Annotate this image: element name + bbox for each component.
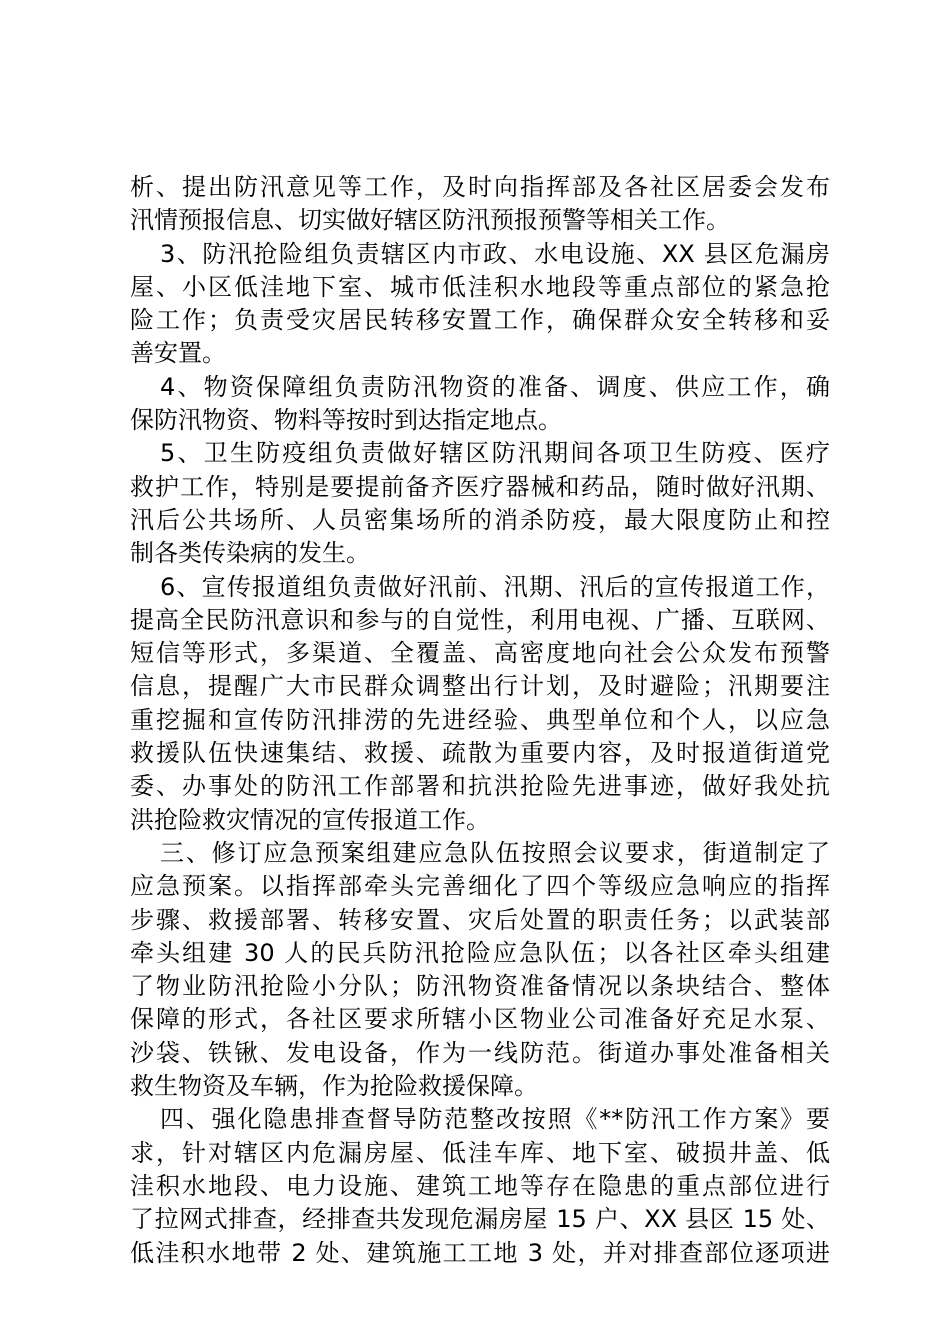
text-line: 提高全民防汛意识和参与的自觉性，利用电视、广播、互联网、: [130, 605, 830, 634]
text-line: 救援队伍快速集结、救援、疏散为重要内容，及时报道街道党: [130, 739, 830, 768]
text-line: 5、卫生防疫组负责做好辖区防汛期间各项卫生防疫、医疗: [160, 439, 830, 468]
text-line: 步骤、救援部署、转移安置、灾后处置的职责任务；以武装部: [130, 905, 830, 934]
text-line: 了物业防汛抢险小分队；防汛物资准备情况以条块结合、整体: [130, 972, 830, 1001]
text-line: 信息，提醒广大市民群众调整出行计划，及时避险；汛期要注: [130, 672, 830, 701]
text-line: 短信等形式，多渠道、全覆盖、高密度地向社会公众发布预警: [130, 639, 830, 668]
text-line: 汛后公共场所、人员密集场所的消杀防疫，最大限度防止和控: [130, 505, 830, 534]
text-line: 制各类传染病的发生。: [130, 539, 370, 568]
text-line: 险工作；负责受灾居民转移安置工作，确保群众安全转移和妥: [130, 306, 830, 335]
text-line: 洼积水地段、电力设施、建筑工地等存在隐患的重点部位进行: [130, 1171, 830, 1200]
text-line: 委、办事处的防汛工作部署和抗洪抢险先进事迹，做好我处抗: [130, 772, 830, 801]
text-line: 保障的形式，各社区要求所辖小区物业公司准备好充足水泵、: [130, 1005, 830, 1034]
text-line: 应急预案。以指挥部牵头完善细化了四个等级应急响应的指挥: [130, 872, 830, 901]
text-line: 救护工作，特别是要提前备齐医疗器械和药品，随时做好汛期、: [130, 472, 830, 501]
text-line: 汛情预报信息、切实做好辖区防汛预报预警等相关工作。: [130, 206, 730, 235]
text-line: 洪抢险救灾情况的宣传报道工作。: [130, 805, 490, 834]
text-line: 4、物资保障组负责防汛物资的准备、调度、供应工作，确: [160, 372, 830, 401]
text-line: 析、提出防汛意见等工作，及时向指挥部及各社区居委会发布: [130, 173, 830, 201]
text-line: 重挖掘和宣传防汛排涝的先进经验、典型单位和个人，以应急: [130, 705, 830, 734]
text-line: 四、强化隐患排查督导防范整改按照《**防汛工作方案》要: [160, 1105, 830, 1134]
text-line: 沙袋、铁锹、发电设备，作为一线防范。街道办事处准备相关: [130, 1038, 830, 1067]
text-line: 保防汛物资、物料等按时到达指定地点。: [130, 406, 562, 435]
text-line: 屋、小区低洼地下室、城市低洼积水地段等重点部位的紧急抢: [130, 272, 830, 301]
text-line: 三、修订应急预案组建应急队伍按照会议要求，街道制定了: [160, 838, 830, 867]
document-body: [130, 171, 830, 1270]
text-line: 低洼积水地带 2 处、建筑施工工地 3 处，并对排查部位逐项进: [130, 1238, 830, 1267]
text-line: 了拉网式排查，经排查共发现危漏房屋 15 户、XX 县区 15 处、: [130, 1205, 830, 1234]
text-line: 善安置。: [130, 339, 226, 368]
text-line: 救生物资及车辆，作为抢险救援保障。: [130, 1072, 538, 1101]
text-line: 6、宣传报道组负责做好汛前、汛期、汛后的宣传报道工作，: [160, 572, 830, 601]
text-line: 牵头组建 30 人的民兵防汛抢险应急队伍；以各社区牵头组建: [130, 938, 830, 967]
text-line: 求，针对辖区内危漏房屋、低洼车库、地下室、破损井盖、低: [130, 1138, 830, 1167]
text-line: 3、防汛抢险组负责辖区内市政、水电设施、XX 县区危漏房: [160, 239, 830, 268]
